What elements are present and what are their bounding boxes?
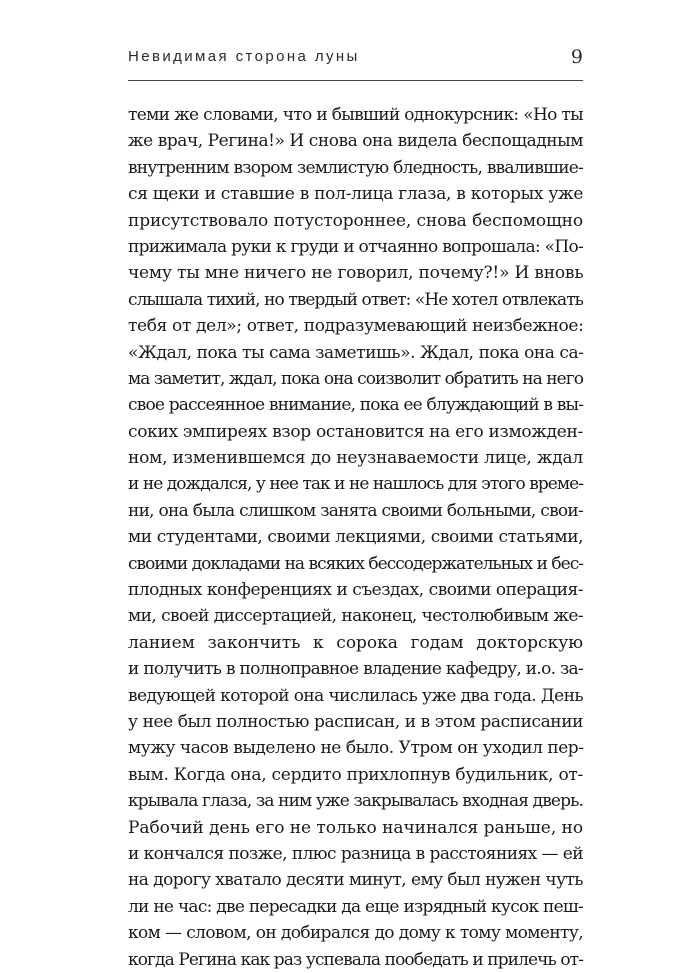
- page-number: 9: [570, 46, 583, 68]
- text-line: ли не час: две пересадки да еще изрядный кусок пеш-: [128, 896, 583, 917]
- text-line: Рабочий день его не только начинался раньше, но: [128, 817, 584, 838]
- text-line: когда Регина как раз успевала пообедать и прилечь от-: [128, 949, 584, 970]
- text-line: ведующей которой она числилась уже два года. День: [128, 685, 583, 706]
- text-line: присутствовало потустороннее, снова беспомощно: [128, 210, 583, 231]
- text-line: крывала глаза, за ним уже закрывалась входная дверь.: [128, 791, 583, 812]
- header-rule: [128, 80, 583, 81]
- text-line: свое рассеянное внимание, пока ее блуждающий в вы-: [128, 395, 584, 416]
- text-line: плодных конференциях и съездах, своими операция-: [128, 580, 583, 601]
- text-line: ма заметит, ждал, пока она соизволит обратить на него: [128, 368, 583, 389]
- text-line: прижимала руки к груди и отчаянно вопрошала: «По-: [128, 236, 583, 257]
- text-line: ланием закончить к сорока годам докторскую: [128, 632, 583, 653]
- text-line: «Ждал, пока ты сама заметишь». Ждал, пока она са-: [128, 342, 584, 363]
- text-line: же врач, Регина!» И снова она видела беспощадным: [128, 131, 583, 152]
- text-line: чему ты мне ничего не говорил, почему?!» И вновь: [128, 263, 584, 284]
- text-line: на дорогу хватало десяти минут, ему был нужен чуть: [128, 870, 583, 891]
- body-text: [128, 102, 583, 973]
- text-line: и не дождался, у нее так и не нашлось для этого време-: [128, 474, 583, 495]
- text-line: тебя от дел»; ответ, подразумевающий неизбежное:: [128, 316, 584, 337]
- text-line: своими докладами на всяких бессодержательных и бес-: [128, 553, 583, 574]
- text-line: ком — словом, он добирался до дому к тому моменту,: [128, 923, 583, 944]
- text-line: ни, она была слишком занята своими больными, свои-: [128, 500, 583, 521]
- running-title: Невидимая сторона луны: [128, 48, 360, 65]
- text-line: мужу часов выделено не было. Утром он уходил пер-: [128, 738, 584, 759]
- text-line: ми, своей диссертацией, наконец, честолюбивым же-: [128, 606, 583, 627]
- text-line: внутренним взором землистую бледность, ввалившие-: [128, 157, 583, 178]
- text-line: и кончался позже, плюс разница в расстояниях — ей: [128, 843, 583, 864]
- text-line: теми же словами, что и бывший однокурсник: «Но ты: [128, 105, 583, 125]
- text-line: ном, изменившемся до неузнаваемости лице, ждал: [128, 448, 583, 469]
- text-line: соких эмпиреях взор остановится на его изможден-: [128, 421, 583, 442]
- text-line: и получить в полноправное владение кафедру, и.о. за-: [128, 659, 583, 680]
- running-head: [128, 48, 583, 78]
- text-line: ся щеки и ставшие в пол-лица глаза, в которых уже: [128, 184, 584, 205]
- text-line: у нее был полностью расписан, и в этом расписании: [128, 711, 583, 732]
- text-line: слышала тихий, но твердый ответ: «Не хотел отвлекать: [128, 289, 584, 310]
- text-line: вым. Когда она, сердито прихлопнув будильник, от-: [128, 764, 583, 785]
- text-line: ми студентами, своими лекциями, своими статьями,: [128, 527, 584, 548]
